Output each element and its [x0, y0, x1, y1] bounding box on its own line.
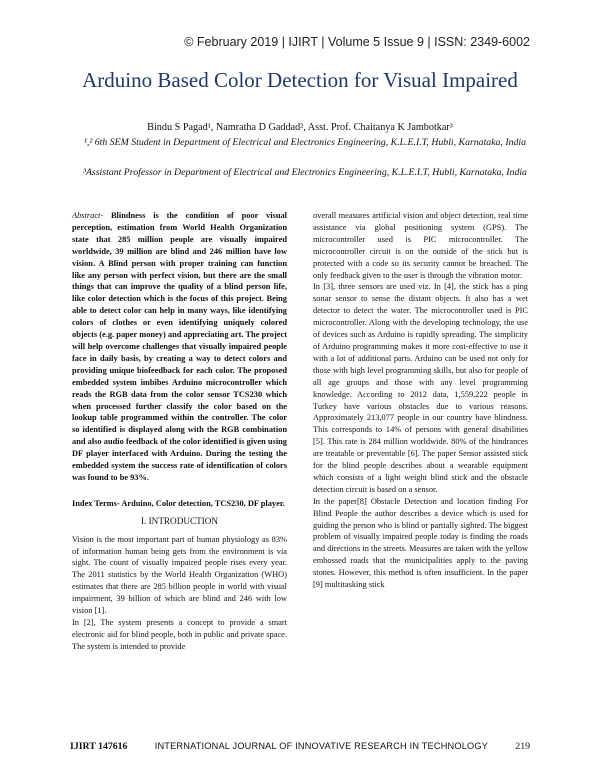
abstract-label: Abstract-: [72, 211, 104, 220]
left-column: [72, 210, 287, 653]
page-footer: [70, 741, 530, 752]
abstract: [72, 210, 287, 484]
left-paragraph-2: In [2], The system presents a concept to provide a smart electronic aid for blind people, both in public and private space. The system is intended to provide: [72, 618, 287, 651]
journal-header: © February 2019 | IJIRT | Volume 5 Issue 9 | ISSN: 2349-6002: [184, 35, 530, 49]
right-column: [313, 210, 528, 591]
left-paragraph-1: Vision is the most important part of human physiology as 83% of information human being gets from the environment is via sight. The count of visually impaired people rises every year. The 2011 statistics by the World Health Organization (WHO) estimates that there are 285 billion people in world with visual impairment, 39 billion of which are blind and 246 with low vision [1].: [72, 534, 287, 616]
affiliation-2: ³Assistant Professor in Department of Electrical and Electronics Engineering, K.L.E.I.T, Hubli, Karnataka, India: [83, 167, 527, 178]
abstract-text: Blindness is the condition of poor visual perception, estimation from World Health Organization state that 285 million people are visually impaired worldwide, 39 million are blind and 246 million have low vision. A Blind person with proper training can function like any person with perfect vision, but there are the small things that can improve the quality of a blind person life, like color detection which is the focus of this project. Being able to detect color can help in many ways, like identifying colors of clothes or even identifying uniquely colored objects (e.g. paper money) and appreciating art. The project will help overcome challenges that visually impaired people face in daily basis, by creating a way to detect colors and providing unique biofeedback for each color. The proposed embedded system imbibes Arduino microcontroller which reads the RGB data from the color sensor TCS230 which when processed further classify the color based on the lookup table programmed within the controller. The color so identified is displayed along with the RGB combination and also audio feedback of the color identified is given using DF player interfaced with Arduino. During the testing the embedded system the success rate of identification of colors was found to be 93%.: [72, 211, 287, 482]
footer-journal-name: INTERNATIONAL JOURNAL OF INNOVATIVE RESEARCH IN TECHNOLOGY: [154, 741, 489, 751]
right-paragraph-3: In the paper[8] Obstacle Detection and location finding For Blind People the author describes a device which is used for guiding the person who is blind or partially sighted. The biggest problem of visually impaired people today is finding the roads and directions in the streets. Measures are taken with the yellow embossed roads that the municipalities apply to the paving stones. However, this method is often insufficient. In the paper [9] multitasking stick: [313, 496, 528, 590]
section-heading: I. INTRODUCTION: [140, 515, 219, 526]
right-paragraph-2: In [3], three sensors are used viz. In [4], the stick has a ping sonar sensor to sense the distant objects. It also has a wet detector to detect the water. The microcontroller used is PIC microcontroller. Along with the developing technology, the use of devices such as Arduino is rapidly spreading. The simplicity of Arduino programming makes it more cost-effective to use it with a lot of additional parts. Arduino can be used not only for those with high level programming skills, but also for people of all age groups and those with any level programming knowledge. According to 2012 data, 1,559,222 people in Turkey have various obstacles due to various reasons. Approximately 213,077 people in our country have blindness. This corresponds to 14% of persons with general disabilities [5]. This rate is 284 million worldwide. 80% of the hindrances are treatable or preventable [6]. The paper Sensor assisted stick for the blind people describes about a wearable equipment which consists of a light weight blind stick and the obstacle detection circuit is based on a sensor.: [313, 282, 528, 494]
footer-page-number: 219: [515, 741, 530, 752]
footer-paper-id: IJIRT 147616: [70, 741, 128, 752]
author-list: Bindu S Pagad¹, Namratha D Gaddad², Asst. Prof. Chaitanya K Jambotkar³: [147, 122, 453, 133]
right-paragraph-1: overall measures artificial vision and object detection, real time assistance via global positioning system (GPS). The microcontroller used is PIC microcontroller. The microcontroller circuit is on the outside of the stick but is protected with a code so its security cannot be breached. The only feedback given to the user is through the vibration motor.: [313, 211, 528, 280]
paper-title: Arduino Based Color Detection for Visual Impaired: [82, 68, 518, 92]
index-terms: Index Terms- Arduino, Color detection, TCS230, DF player.: [72, 498, 285, 508]
affiliation-1: ¹,² 6th SEM Student in Department of Electrical and Electronics Engineering, K.L.E.I.T, Hubli, Karnataka, India: [83, 137, 527, 148]
